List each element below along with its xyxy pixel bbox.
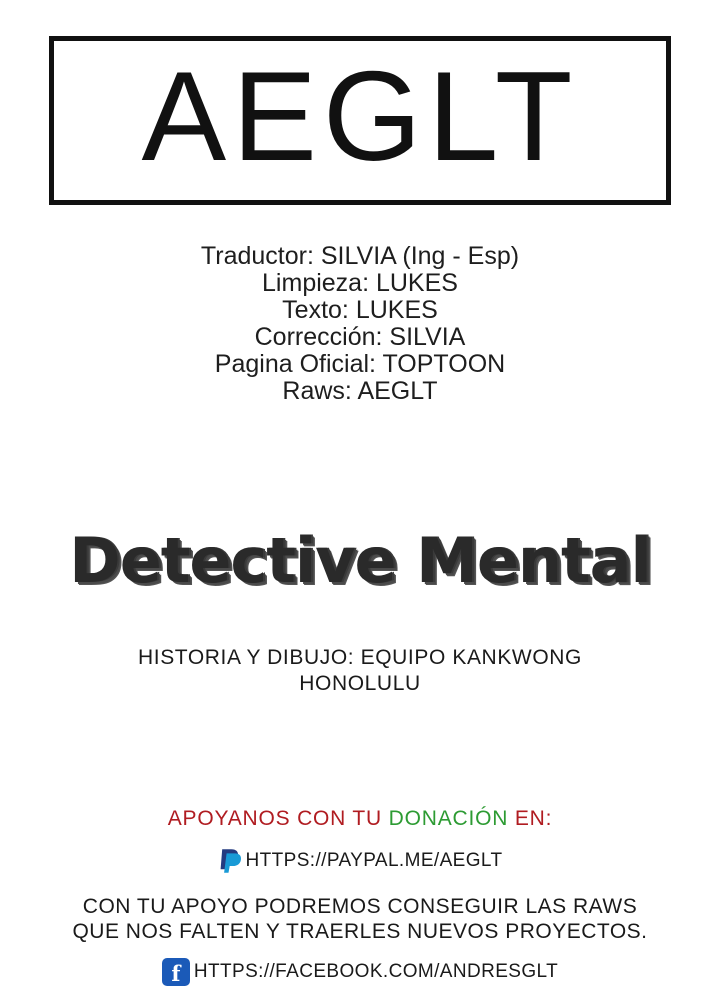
support-text: [0, 894, 720, 944]
author-credit-line-2: HONOLULU: [299, 672, 421, 695]
credits-line-raws: Raws: AEGLT: [282, 377, 438, 405]
donation-heading-part-2: DONACIÓN: [388, 807, 509, 830]
paypal-url[interactable]: HTTPS://PAYPAL.ME/AEGLT: [245, 850, 503, 871]
paypal-row[interactable]: [0, 846, 720, 876]
donation-heading-part-3: EN:: [508, 807, 553, 830]
support-text-line-1: CON TU APOYO PODREMOS CONSEGUIR LAS RAWS: [82, 895, 638, 918]
facebook-icon: [162, 958, 190, 986]
author-credit: [0, 645, 720, 697]
scanlation-logo-box: [49, 36, 671, 205]
facebook-row[interactable]: [0, 958, 720, 986]
paypal-icon: [218, 846, 244, 876]
credits-line-cleaning: Limpieza: LUKES: [262, 269, 458, 297]
facebook-url[interactable]: HTTPS://FACEBOOK.COM/ANDRESGLT: [193, 961, 559, 982]
donation-heading: [0, 806, 720, 832]
series-title: Detective Mental: [69, 524, 651, 597]
author-credit-line-1: HISTORIA Y DIBUJO: EQUIPO KANKWONG: [138, 646, 582, 669]
credits-line-translator: Traductor: SILVIA (Ing - Esp): [200, 242, 520, 270]
credits-line-official-page: Pagina Oficial: TOPTOON: [214, 350, 506, 378]
support-text-line-2: QUE NOS FALTEN Y TRAERLES NUEVOS PROYECTOS.: [72, 920, 648, 943]
credits-block: [0, 243, 720, 405]
credits-line-proofreading: Corrección: SILVIA: [254, 323, 466, 351]
donation-heading-part-1: APOYANOS CON TU: [167, 807, 389, 830]
credits-line-typesetting: Texto: LUKES: [282, 296, 438, 324]
donation-block: [0, 806, 720, 986]
facebook-icon-glyph: f: [171, 960, 181, 986]
scanlation-logo-text: AEGLT: [141, 45, 579, 187]
